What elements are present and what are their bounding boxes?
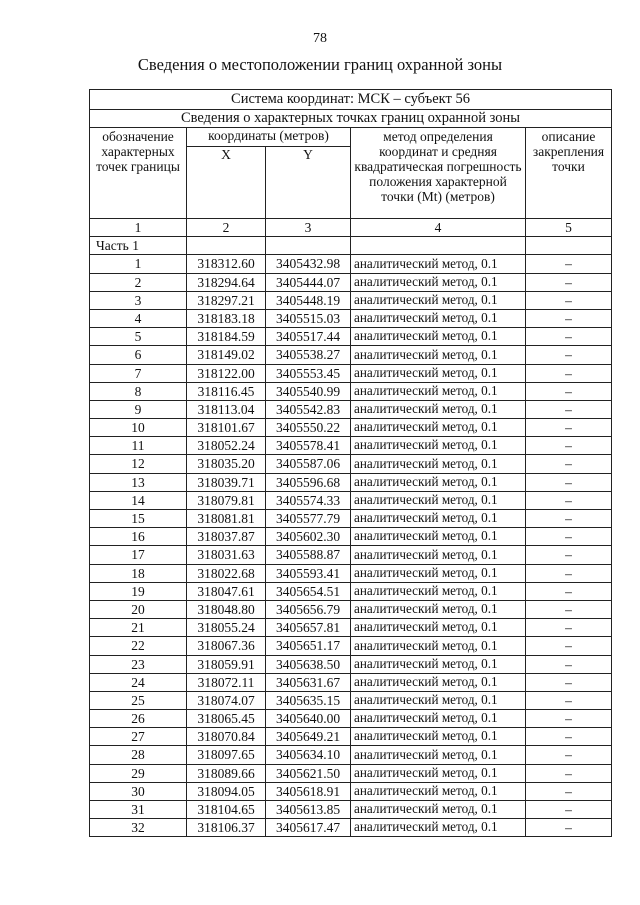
method-cell: аналитический метод, 0.1 (351, 801, 526, 819)
description-cell: – (526, 782, 612, 800)
point-number: 20 (90, 600, 187, 618)
table-subtitle-row (90, 110, 612, 128)
table-row (90, 437, 612, 455)
table-row (90, 564, 612, 582)
method-cell: аналитический метод, 0.1 (351, 382, 526, 400)
description-cell: – (526, 419, 612, 437)
table-row (90, 291, 612, 309)
table-row (90, 419, 612, 437)
method-cell: аналитический метод, 0.1 (351, 564, 526, 582)
x-coordinate: 318097.65 (187, 746, 266, 764)
method-cell: аналитический метод, 0.1 (351, 710, 526, 728)
point-number: 19 (90, 582, 187, 600)
table-row (90, 400, 612, 418)
description-cell: – (526, 346, 612, 364)
point-number: 23 (90, 655, 187, 673)
part-row (90, 237, 612, 255)
point-number: 6 (90, 346, 187, 364)
x-coordinate: 318101.67 (187, 419, 266, 437)
table-row (90, 528, 612, 546)
table-row (90, 382, 612, 400)
table-row (90, 346, 612, 364)
description-cell: – (526, 710, 612, 728)
y-coordinate: 3405588.87 (266, 546, 351, 564)
y-coordinate: 3405574.33 (266, 491, 351, 509)
column-number: 2 (187, 219, 266, 237)
x-coordinate: 318048.80 (187, 600, 266, 618)
y-coordinate: 3405634.10 (266, 746, 351, 764)
point-number: 14 (90, 491, 187, 509)
point-number: 4 (90, 309, 187, 327)
description-cell: – (526, 382, 612, 400)
description-cell: – (526, 273, 612, 291)
table-row (90, 273, 612, 291)
y-coordinate: 3405596.68 (266, 473, 351, 491)
y-coordinate: 3405444.07 (266, 273, 351, 291)
method-cell: аналитический метод, 0.1 (351, 255, 526, 273)
header-point: обозначение характерных точек границы (90, 128, 187, 219)
table-row (90, 309, 612, 327)
y-coordinate: 3405587.06 (266, 455, 351, 473)
empty-cell (266, 237, 351, 255)
y-coordinate: 3405649.21 (266, 728, 351, 746)
header-coords: координаты (метров) (187, 128, 351, 147)
table-row (90, 637, 612, 655)
x-coordinate: 318149.02 (187, 346, 266, 364)
point-number: 15 (90, 510, 187, 528)
point-number: 31 (90, 801, 187, 819)
description-cell: – (526, 400, 612, 418)
x-coordinate: 318055.24 (187, 619, 266, 637)
point-number: 12 (90, 455, 187, 473)
column-number-row (90, 219, 612, 237)
x-coordinate: 318070.84 (187, 728, 266, 746)
description-cell: – (526, 801, 612, 819)
point-number: 30 (90, 782, 187, 800)
method-cell: аналитический метод, 0.1 (351, 673, 526, 691)
x-coordinate: 318074.07 (187, 691, 266, 709)
y-coordinate: 3405577.79 (266, 510, 351, 528)
description-cell: – (526, 691, 612, 709)
y-coordinate: 3405638.50 (266, 655, 351, 673)
y-coordinate: 3405617.47 (266, 819, 351, 837)
x-coordinate: 318094.05 (187, 782, 266, 800)
table-row (90, 728, 612, 746)
table-row (90, 364, 612, 382)
y-coordinate: 3405448.19 (266, 291, 351, 309)
method-cell: аналитический метод, 0.1 (351, 546, 526, 564)
x-coordinate: 318022.68 (187, 564, 266, 582)
table-row (90, 600, 612, 618)
description-cell: – (526, 564, 612, 582)
description-cell: – (526, 291, 612, 309)
y-coordinate: 3405538.27 (266, 346, 351, 364)
page-number: 78 (313, 31, 327, 46)
description-cell: – (526, 764, 612, 782)
header-x: X (187, 147, 266, 219)
table-subtitle: Сведения о характерных точках границ охранной зоны (90, 110, 612, 128)
point-number: 17 (90, 546, 187, 564)
empty-cell (526, 237, 612, 255)
x-coordinate: 318113.04 (187, 400, 266, 418)
method-cell: аналитический метод, 0.1 (351, 746, 526, 764)
point-number: 13 (90, 473, 187, 491)
description-cell: – (526, 673, 612, 691)
x-coordinate: 318089.66 (187, 764, 266, 782)
y-coordinate: 3405550.22 (266, 419, 351, 437)
y-coordinate: 3405640.00 (266, 710, 351, 728)
method-cell: аналитический метод, 0.1 (351, 473, 526, 491)
table-row (90, 510, 612, 528)
header-row (90, 128, 612, 147)
empty-cell (187, 237, 266, 255)
column-number: 4 (351, 219, 526, 237)
description-cell: – (526, 309, 612, 327)
method-cell: аналитический метод, 0.1 (351, 600, 526, 618)
y-coordinate: 3405657.81 (266, 619, 351, 637)
point-number: 16 (90, 528, 187, 546)
table-row (90, 546, 612, 564)
table-row (90, 782, 612, 800)
table-row (90, 491, 612, 509)
method-cell: аналитический метод, 0.1 (351, 364, 526, 382)
description-cell: – (526, 819, 612, 837)
x-coordinate: 318037.87 (187, 528, 266, 546)
table-row (90, 801, 612, 819)
header-desc: описание закрепления точки (526, 128, 612, 219)
point-number: 2 (90, 273, 187, 291)
header-method: метод определения координат и средняя квадратическая погрешность положения характерной точки (Mt) (метров) (351, 128, 526, 219)
description-cell: – (526, 728, 612, 746)
description-cell: – (526, 328, 612, 346)
header-y: Y (266, 147, 351, 219)
y-coordinate: 3405651.17 (266, 637, 351, 655)
x-coordinate: 318039.71 (187, 473, 266, 491)
y-coordinate: 3405593.41 (266, 564, 351, 582)
x-coordinate: 318297.21 (187, 291, 266, 309)
point-number: 28 (90, 746, 187, 764)
point-number: 24 (90, 673, 187, 691)
y-coordinate: 3405654.51 (266, 582, 351, 600)
table-row (90, 819, 612, 837)
description-cell: – (526, 528, 612, 546)
description-cell: – (526, 491, 612, 509)
table-row (90, 473, 612, 491)
x-coordinate: 318081.81 (187, 510, 266, 528)
y-coordinate: 3405656.79 (266, 600, 351, 618)
method-cell: аналитический метод, 0.1 (351, 491, 526, 509)
method-cell: аналитический метод, 0.1 (351, 273, 526, 291)
coordinates-table (89, 89, 612, 837)
column-number: 3 (266, 219, 351, 237)
method-cell: аналитический метод, 0.1 (351, 400, 526, 418)
coordinate-system-label: Система координат: МСК – субъект 56 (90, 90, 612, 110)
x-coordinate: 318079.81 (187, 491, 266, 509)
table-row (90, 746, 612, 764)
x-coordinate: 318183.18 (187, 309, 266, 327)
point-number: 27 (90, 728, 187, 746)
description-cell: – (526, 619, 612, 637)
x-coordinate: 318067.36 (187, 637, 266, 655)
y-coordinate: 3405540.99 (266, 382, 351, 400)
column-number: 5 (526, 219, 612, 237)
description-cell: – (526, 510, 612, 528)
point-number: 5 (90, 328, 187, 346)
method-cell: аналитический метод, 0.1 (351, 291, 526, 309)
x-coordinate: 318035.20 (187, 455, 266, 473)
description-cell: – (526, 473, 612, 491)
method-cell: аналитический метод, 0.1 (351, 510, 526, 528)
description-cell: – (526, 455, 612, 473)
point-number: 29 (90, 764, 187, 782)
point-number: 21 (90, 619, 187, 637)
point-number: 25 (90, 691, 187, 709)
y-coordinate: 3405432.98 (266, 255, 351, 273)
method-cell: аналитический метод, 0.1 (351, 637, 526, 655)
y-coordinate: 3405553.45 (266, 364, 351, 382)
x-coordinate: 318065.45 (187, 710, 266, 728)
point-number: 22 (90, 637, 187, 655)
table-row (90, 691, 612, 709)
y-coordinate: 3405578.41 (266, 437, 351, 455)
description-cell: – (526, 546, 612, 564)
y-coordinate: 3405618.91 (266, 782, 351, 800)
y-coordinate: 3405517.44 (266, 328, 351, 346)
x-coordinate: 318072.11 (187, 673, 266, 691)
table-row (90, 673, 612, 691)
table-row (90, 764, 612, 782)
x-coordinate: 318116.45 (187, 382, 266, 400)
coordinate-system-row (90, 90, 612, 110)
method-cell: аналитический метод, 0.1 (351, 528, 526, 546)
point-number: 26 (90, 710, 187, 728)
x-coordinate: 318122.00 (187, 364, 266, 382)
point-number: 1 (90, 255, 187, 273)
method-cell: аналитический метод, 0.1 (351, 764, 526, 782)
method-cell: аналитический метод, 0.1 (351, 582, 526, 600)
y-coordinate: 3405621.50 (266, 764, 351, 782)
x-coordinate: 318106.37 (187, 819, 266, 837)
table-row (90, 710, 612, 728)
table-row (90, 619, 612, 637)
method-cell: аналитический метод, 0.1 (351, 655, 526, 673)
part-label: Часть 1 (90, 237, 187, 255)
method-cell: аналитический метод, 0.1 (351, 328, 526, 346)
description-cell: – (526, 255, 612, 273)
y-coordinate: 3405635.15 (266, 691, 351, 709)
table-row (90, 455, 612, 473)
point-number: 10 (90, 419, 187, 437)
point-number: 18 (90, 564, 187, 582)
column-number: 1 (90, 219, 187, 237)
description-cell: – (526, 582, 612, 600)
method-cell: аналитический метод, 0.1 (351, 819, 526, 837)
x-coordinate: 318312.60 (187, 255, 266, 273)
y-coordinate: 3405602.30 (266, 528, 351, 546)
description-cell: – (526, 600, 612, 618)
method-cell: аналитический метод, 0.1 (351, 346, 526, 364)
point-number: 3 (90, 291, 187, 309)
table-row (90, 582, 612, 600)
x-coordinate: 318104.65 (187, 801, 266, 819)
y-coordinate: 3405542.83 (266, 400, 351, 418)
y-coordinate: 3405613.85 (266, 801, 351, 819)
x-coordinate: 318047.61 (187, 582, 266, 600)
description-cell: – (526, 637, 612, 655)
point-number: 8 (90, 382, 187, 400)
method-cell: аналитический метод, 0.1 (351, 437, 526, 455)
x-coordinate: 318052.24 (187, 437, 266, 455)
method-cell: аналитический метод, 0.1 (351, 728, 526, 746)
description-cell: – (526, 364, 612, 382)
point-number: 11 (90, 437, 187, 455)
description-cell: – (526, 655, 612, 673)
method-cell: аналитический метод, 0.1 (351, 419, 526, 437)
method-cell: аналитический метод, 0.1 (351, 619, 526, 637)
description-cell: – (526, 746, 612, 764)
method-cell: аналитический метод, 0.1 (351, 455, 526, 473)
y-coordinate: 3405515.03 (266, 309, 351, 327)
y-coordinate: 3405631.67 (266, 673, 351, 691)
x-coordinate: 318294.64 (187, 273, 266, 291)
method-cell: аналитический метод, 0.1 (351, 691, 526, 709)
document-title: Сведения о местоположении границ охранной зоны (137, 55, 503, 74)
table-row (90, 255, 612, 273)
table-row (90, 655, 612, 673)
empty-cell (351, 237, 526, 255)
description-cell: – (526, 437, 612, 455)
method-cell: аналитический метод, 0.1 (351, 309, 526, 327)
table-row (90, 328, 612, 346)
method-cell: аналитический метод, 0.1 (351, 782, 526, 800)
point-number: 7 (90, 364, 187, 382)
x-coordinate: 318059.91 (187, 655, 266, 673)
x-coordinate: 318031.63 (187, 546, 266, 564)
point-number: 32 (90, 819, 187, 837)
x-coordinate: 318184.59 (187, 328, 266, 346)
point-number: 9 (90, 400, 187, 418)
